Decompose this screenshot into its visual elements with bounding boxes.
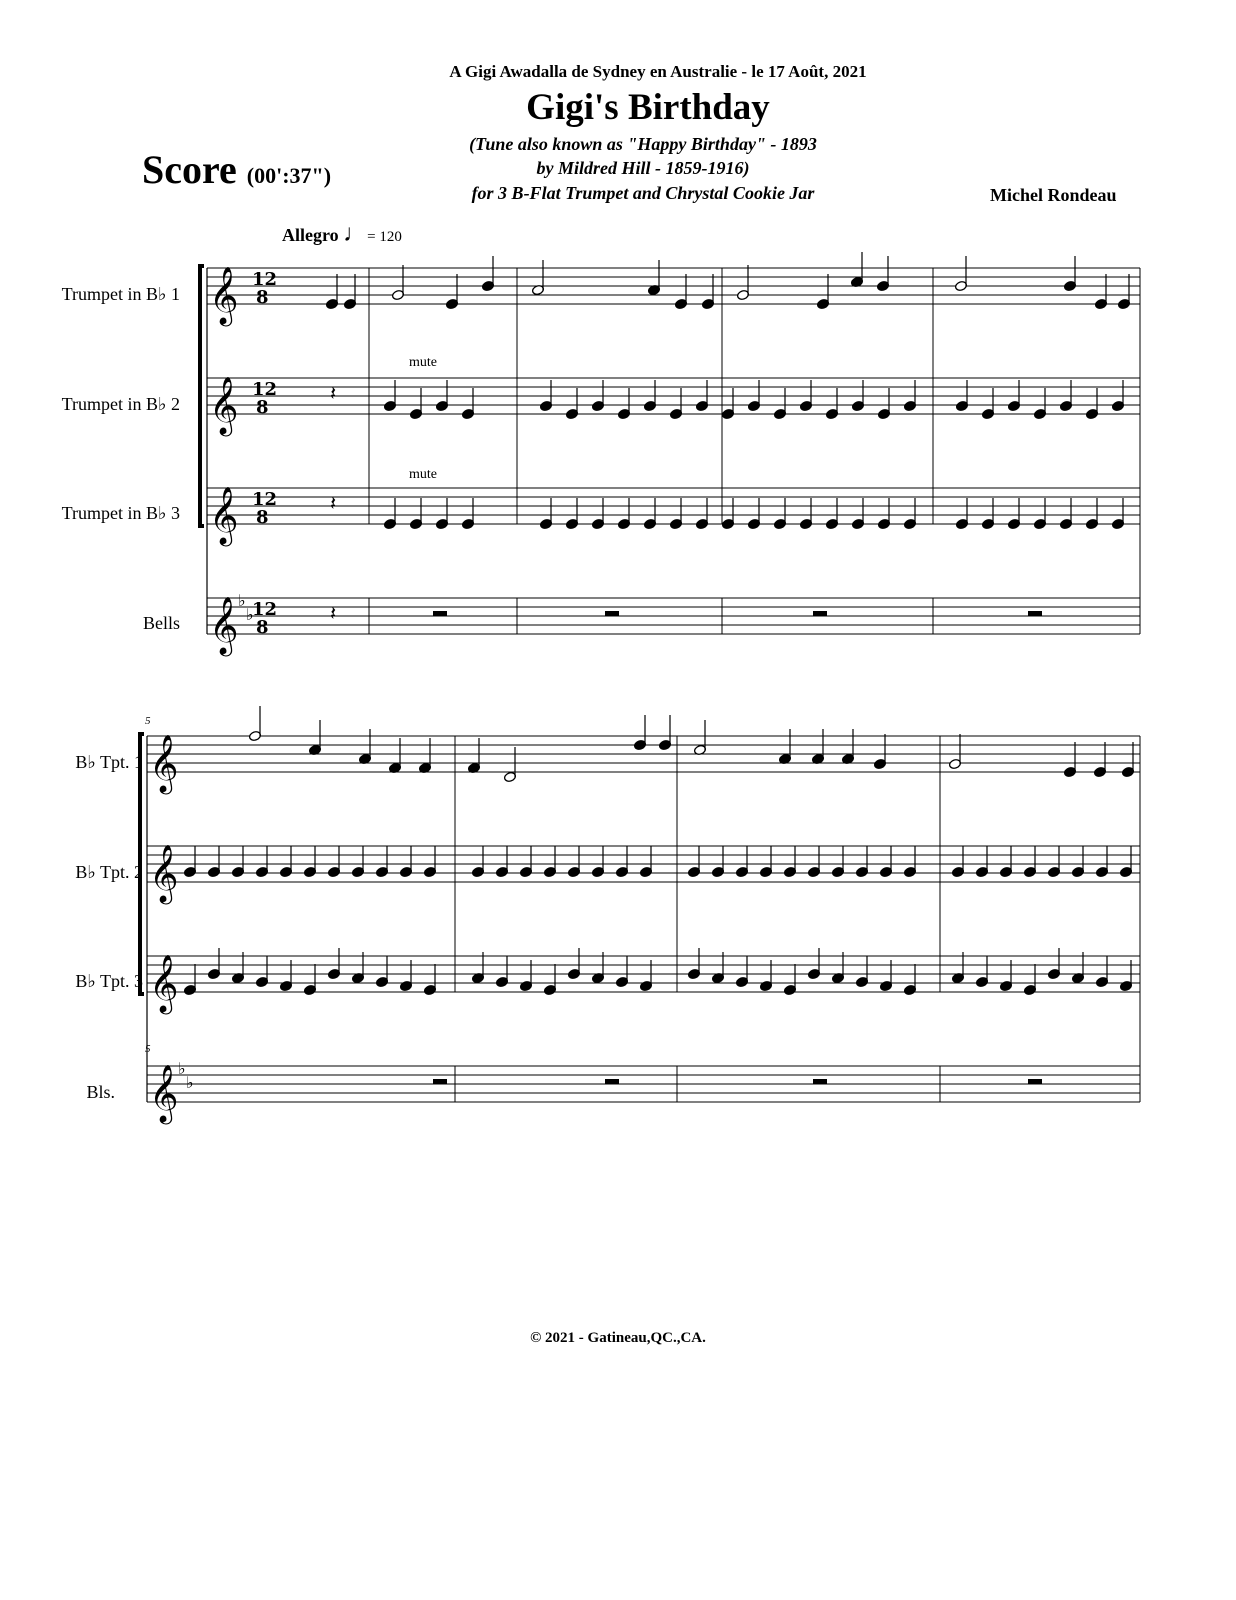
flat-icon: ♭ — [186, 1073, 194, 1092]
time-sig-top: 12 — [252, 379, 278, 400]
treble-clef-icon: 𝄞 — [149, 734, 179, 792]
time-sig-bottom: 8 — [256, 507, 269, 528]
treble-clef-icon: 𝄞 — [149, 844, 179, 902]
dedication: A Gigi Awadalla de Sydney en Australie - le 17 Août, 2021 — [449, 62, 867, 81]
time-sig-top: 12 — [252, 269, 278, 290]
whole-rest — [1028, 611, 1042, 616]
instrument-label-tpt3: Trumpet in B♭ 3 — [61, 503, 180, 523]
treble-clef-icon: 𝄞 — [209, 486, 239, 544]
quarter-rest-icon: 𝄽 — [330, 381, 337, 405]
subtitle-line-2: by Mildred Hill - 1859-1916) — [536, 158, 750, 178]
direction-mute-tpt2: mute — [409, 355, 437, 370]
treble-clef-icon: 𝄞 — [209, 596, 239, 654]
time-sig-bottom: 8 — [256, 397, 269, 418]
instrument-label-tpt1-short: B♭ Tpt. 1 — [75, 752, 143, 772]
tempo-bpm: = 120 — [367, 229, 402, 245]
subtitle-line-3: for 3 B-Flat Trumpet and Chrystal Cookie Jar — [471, 183, 815, 203]
time-sig-top: 12 — [252, 599, 278, 620]
whole-rest — [433, 1079, 447, 1084]
instrument-label-bells: Bells — [142, 613, 180, 633]
measure-number: 5 — [145, 715, 151, 727]
whole-rest — [433, 611, 447, 616]
quarter-note-icon: ♩ — [343, 221, 368, 247]
treble-clef-icon: 𝄞 — [209, 376, 239, 434]
instrument-label-tpt3-short: B♭ Tpt. 3 — [75, 971, 143, 991]
instrument-label-bells-short: Bls. — [86, 1082, 115, 1102]
time-sig-top: 12 — [252, 489, 278, 510]
copyright: © 2021 - Gatineau,QC.,CA. — [530, 1330, 706, 1346]
measure-number-bells: 5 — [145, 1043, 151, 1055]
whole-rest — [605, 1079, 619, 1084]
bracket — [200, 266, 204, 526]
instrument-label-tpt2-short: B♭ Tpt. 2 — [75, 862, 143, 882]
treble-clef-icon: 𝄞 — [209, 266, 239, 324]
flat-icon: ♭ — [178, 1059, 186, 1078]
whole-rest — [1028, 1079, 1042, 1084]
flat-icon: ♭ — [246, 605, 254, 624]
whole-rest — [813, 611, 827, 616]
treble-clef-icon: 𝄞 — [149, 1064, 179, 1122]
quarter-rest-icon: 𝄽 — [330, 491, 337, 515]
duration: (00':37") — [246, 163, 332, 188]
instrument-label-tpt1: Trumpet in B♭ 1 — [61, 284, 180, 304]
tempo-text: Allegro — [282, 225, 339, 245]
direction-mute-tpt3: mute — [409, 467, 437, 482]
treble-clef-icon: 𝄞 — [149, 954, 179, 1012]
score-word: Score — [142, 147, 237, 192]
bracket — [140, 734, 144, 994]
whole-rest — [813, 1079, 827, 1084]
quarter-rest-icon: 𝄽 — [330, 601, 337, 625]
page-title: Gigi's Birthday — [526, 87, 770, 128]
time-sig-bottom: 8 — [256, 617, 269, 638]
time-sig-bottom: 8 — [256, 287, 269, 308]
composer: Michel Rondeau — [990, 185, 1117, 205]
subtitle-line-1: (Tune also known as "Happy Birthday" - 1893 — [469, 134, 817, 154]
whole-rest — [605, 611, 619, 616]
instrument-label-tpt2: Trumpet in B♭ 2 — [61, 394, 180, 414]
flat-icon: ♭ — [238, 591, 246, 610]
